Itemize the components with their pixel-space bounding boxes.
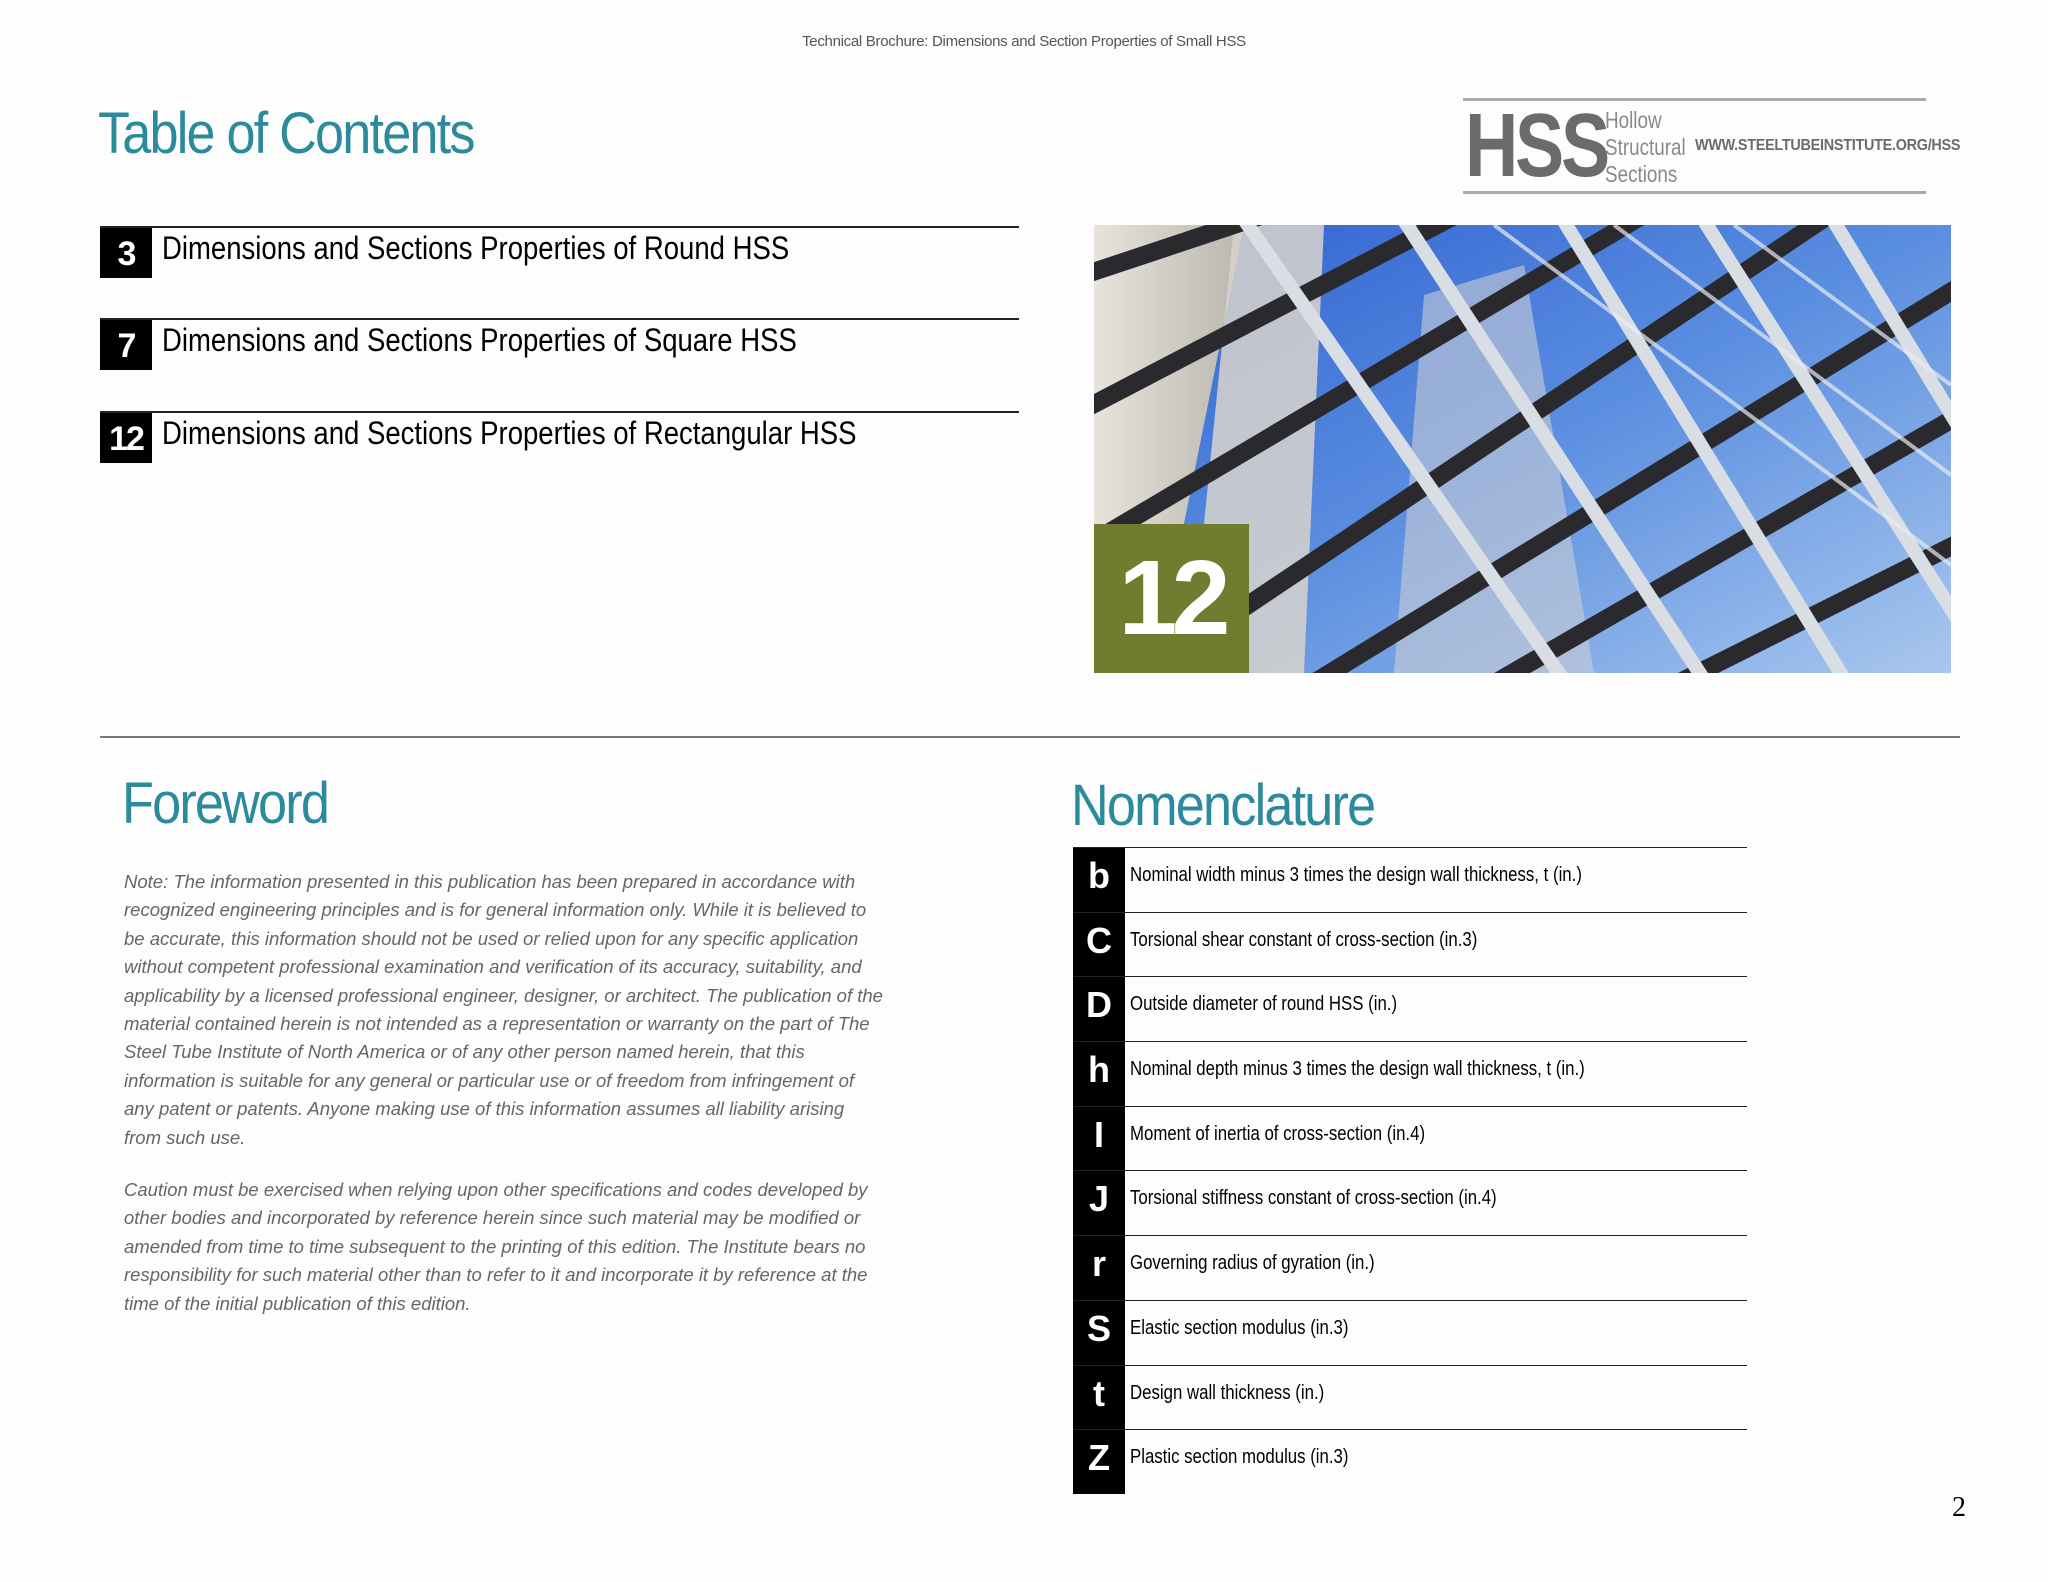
nomenclature-title: Nomenclature xyxy=(1071,773,1375,838)
section-divider xyxy=(100,736,1960,738)
nomenclature-description: Plastic section modulus (in.3) xyxy=(1130,1446,1349,1469)
logo-word: Structural xyxy=(1605,134,1686,160)
nomenclature-symbol: I xyxy=(1093,1113,1104,1155)
nomenclature-symbol: D xyxy=(1086,984,1112,1026)
foreword-paragraph: Caution must be exercised when relying upon other specifications and codes developed by other bodies and incorporated by reference herein since such material may be modified or amended from time to time subsequent to the printing of this edition. The Institute bears no responsibility for such material other than to refer to it and incorporate it by reference at the time of the initial publication of this edition. xyxy=(124,1179,868,1314)
nomenclature-symbol: b xyxy=(1088,855,1110,896)
nomenclature-row xyxy=(1073,976,1747,1041)
nomenclature-table xyxy=(1073,847,1747,1494)
nomenclature-row xyxy=(1073,1041,1747,1106)
logo-url[interactable]: WWW.STEELTUBEINSTITUTE.ORG/HSS xyxy=(1695,137,1961,154)
nomenclature-description: Nominal depth minus 3 times the design wall thickness, t (in.) xyxy=(1130,1058,1585,1081)
running-header: Technical Brochure: Dimensions and Section Properties of Small HSS xyxy=(802,33,1246,50)
toc-entry-rectangular[interactable] xyxy=(100,411,1019,463)
toc-entry-square[interactable] xyxy=(100,318,1019,370)
toc-entry-label: Dimensions and Sections Properties of Square HSS xyxy=(162,322,797,358)
nomenclature-row xyxy=(1073,1170,1747,1235)
toc-page-number: 7 xyxy=(100,320,152,370)
nomenclature-description: Elastic section modulus (in.3) xyxy=(1130,1316,1349,1339)
nomenclature-symbol: C xyxy=(1086,919,1112,961)
hss-logo xyxy=(1463,96,1961,196)
nomenclature-description: Governing radius of gyration (in.) xyxy=(1130,1252,1375,1275)
steel-lattice-photo xyxy=(1094,225,1951,673)
nomenclature-symbol: r xyxy=(1091,1243,1106,1285)
toc-page-number: 3 xyxy=(100,228,152,278)
nomenclature-row xyxy=(1073,1365,1747,1430)
nomenclature-symbol: Z xyxy=(1088,1437,1110,1479)
toc-entry-label: Dimensions and Sections Properties of Rectangular HSS xyxy=(162,415,857,451)
page-number: 2 xyxy=(1952,1492,1966,1523)
nomenclature-symbol: t xyxy=(1093,1372,1105,1414)
foreword-title: Foreword xyxy=(122,771,329,836)
nomenclature-row xyxy=(1073,847,1747,912)
nomenclature-row xyxy=(1073,1429,1747,1494)
toc-entry-round[interactable] xyxy=(100,226,1019,278)
toc-entry-label: Dimensions and Sections Properties of Round HSS xyxy=(162,230,790,266)
nomenclature-description: Moment of inertia of cross-section (in.4) xyxy=(1130,1122,1426,1145)
nomenclature-row xyxy=(1073,1235,1747,1300)
logo-word: Hollow xyxy=(1605,107,1662,133)
photo-page-badge: 12 xyxy=(1094,524,1249,673)
nomenclature-description: Outside diameter of round HSS (in.) xyxy=(1130,993,1398,1016)
foreword-body xyxy=(124,868,884,1342)
nomenclature-symbol: J xyxy=(1088,1178,1110,1220)
nomenclature-description: Nominal width minus 3 times the design wall thickness, t (in.) xyxy=(1130,864,1582,886)
toc-title: Table of Contents xyxy=(98,101,474,166)
toc-page-number: 12 xyxy=(100,413,152,463)
logo-mark: HSS xyxy=(1465,96,1607,196)
nomenclature-row xyxy=(1073,1300,1747,1365)
nomenclature-description: Torsional shear constant of cross-section (in.3) xyxy=(1130,928,1478,951)
logo-word: Sections xyxy=(1605,161,1678,187)
nomenclature-symbol: S xyxy=(1086,1307,1111,1349)
nomenclature-description: Design wall thickness (in.) xyxy=(1130,1381,1325,1404)
foreword-paragraph: Note: The information presented in this publication has been prepared in accordance with recognized engineering principles and is for general information only. While it is believed to be accurate, this information should not be used or relied upon for any specific application without competent professional examination and verification of its accuracy, suitability, and applicability by a licensed professional engineer, designer, or architect. The publication of the material contained herein is not intended as a representation or warranty on the part of The Steel Tube Institute of North America or of any other person named herein, that this information is suitable for any general or particular use or of freedom from infringement of any patent or patents. Anyone making use of this information assumes all liability arising from such use. xyxy=(124,871,883,1148)
nomenclature-row xyxy=(1073,912,1747,977)
nomenclature-description: Torsional stiffness constant of cross-section (in.4) xyxy=(1130,1187,1497,1210)
logo-words xyxy=(1605,107,1686,188)
nomenclature-row xyxy=(1073,1106,1747,1171)
nomenclature-symbol: h xyxy=(1088,1049,1110,1091)
